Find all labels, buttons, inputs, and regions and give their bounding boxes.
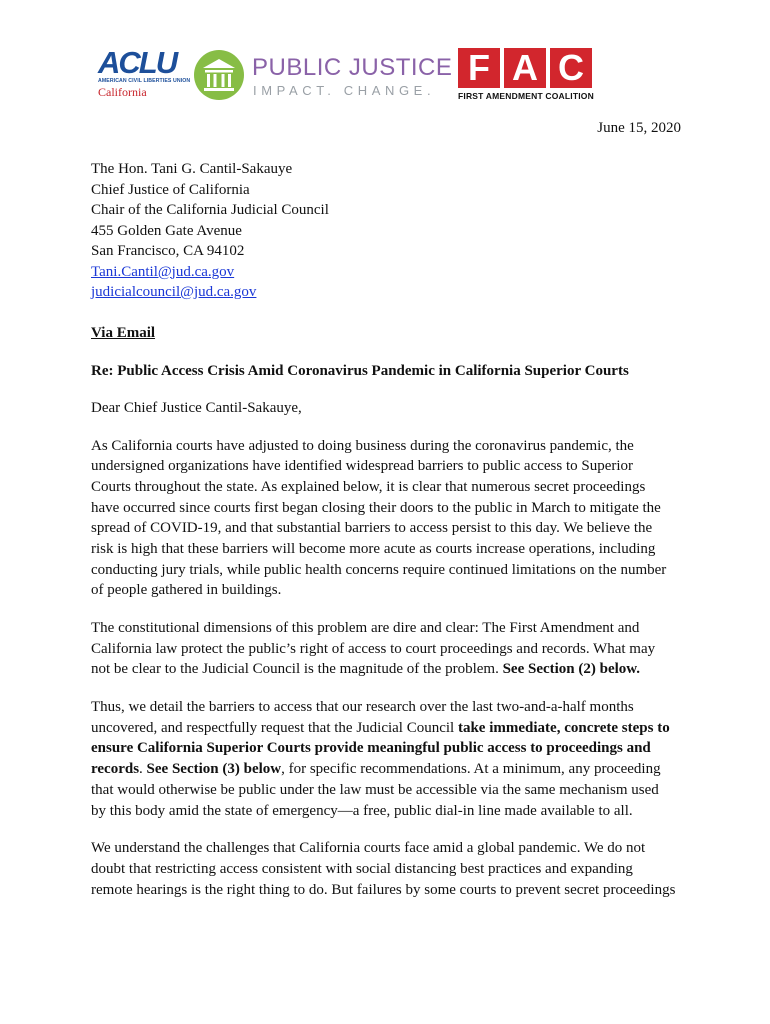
- paragraph-3-line: [91, 718, 681, 739]
- paragraph-3-line: by this body amid the state of emergency—a free, public dial-in line made available to all.: [91, 802, 633, 819]
- email-link-1[interactable]: Tani.Cantil@jud.ca.gov: [91, 263, 235, 280]
- public-justice-title-part2: JUSTICE: [348, 54, 453, 81]
- paragraph-3-line: that would otherwise be public under the law must be accessible via the same mechanism used: [91, 781, 659, 798]
- fac-letters: [458, 48, 592, 88]
- recipient-street: 455 Golden Gate Avenue: [91, 222, 242, 239]
- letter-date: June 15, 2020: [597, 120, 681, 136]
- paragraph-2-line: California law protect the public’s right of access to court proceedings and records. What may: [91, 640, 656, 657]
- paragraph-3-line: [91, 738, 681, 759]
- paragraph-4-line: remote hearings is the right thing to do. But failures by some courts to prevent secret proceedings: [91, 881, 676, 898]
- paragraph-1-line: conducting jury trials, while public health concerns require continued limitations on the number: [91, 561, 667, 578]
- public-justice-title: [252, 54, 452, 82]
- recipient-city: San Francisco, CA 94102: [91, 243, 245, 259]
- request-emphasis: take immediate, concrete steps to: [457, 719, 670, 736]
- paragraph-3-line: Thus, we detail the barriers to access that our research over the last two-and-a-half months: [91, 699, 634, 716]
- subject-line: Re: Public Access Crisis Amid Coronavirus Pandemic in California Superior Courts: [91, 362, 629, 379]
- logo-row: [98, 44, 598, 106]
- paragraph-1-line: spread of COVID-19, and that substantial barriers to access persist to this day. We believe the: [91, 520, 653, 537]
- fac-letter-a: A: [504, 48, 546, 88]
- fac-logo: [458, 48, 592, 101]
- paragraph-4-line: We understand the challenges that California courts face amid a global pandemic. We do not: [91, 840, 646, 857]
- paragraph-3-line: [91, 759, 681, 780]
- paragraph-1: [91, 436, 681, 602]
- paragraph-3-text: , for specific recommendations. At a minimum, any proceeding: [281, 761, 661, 778]
- paragraph-1-line: risk is high that these barriers will become more acute as courts increase operations, including: [91, 540, 656, 557]
- section-3-reference: See Section (3) below: [146, 761, 282, 778]
- aclu-state: California: [98, 85, 147, 99]
- paragraph-1-line: have occurred since courts first began closing their doors to the public in March to mitigate the: [91, 499, 661, 516]
- paragraph-2-text: not be clear to the Judicial Council is the magnitude of the problem.: [91, 661, 503, 678]
- paragraph-4-line: doubt that restricting access consistent with social distancing best practices and expanding: [91, 860, 633, 877]
- paragraph-1-line: of people gathered in buildings.: [91, 582, 282, 599]
- recipient-title-1: Chief Justice of California: [91, 181, 250, 198]
- fac-letter-f: F: [458, 48, 500, 88]
- paragraph-1-line: undersigned organizations have identified widespread barriers to public access to Superior: [91, 458, 634, 475]
- email-link-2[interactable]: judicialcouncil@jud.ca.gov: [91, 284, 257, 300]
- aclu-wordmark: ACLU: [98, 45, 177, 80]
- request-emphasis: ensure California Superior Courts provide meaningful public access to proceedings and: [91, 740, 651, 757]
- aclu-subtitle: AMERICAN CIVIL LIBERTIES UNION: [98, 78, 191, 84]
- courthouse-icon: [194, 50, 244, 100]
- letter-body: [91, 118, 681, 900]
- paragraph-1-line: As California courts have adjusted to doing business during the coronavirus pandemic, the: [91, 437, 634, 454]
- fac-letter-c: C: [550, 48, 592, 88]
- aclu-logo: [98, 45, 191, 99]
- via-email-heading: Via Email: [91, 324, 156, 341]
- paragraph-2: [91, 618, 681, 680]
- paragraph-2-line: [91, 659, 681, 680]
- paragraph-3: [91, 697, 681, 821]
- recipient-title-2: Chair of the California Judicial Council: [91, 202, 329, 218]
- paragraph-2-line: The constitutional dimensions of this problem are dire and clear: The First Amendment and: [91, 620, 640, 636]
- paragraph-4: [91, 838, 681, 900]
- section-2-reference: See Section (2) below.: [502, 661, 641, 678]
- paragraph-3-text: .: [139, 761, 147, 778]
- public-justice-tagline: IMPACT. CHANGE.: [253, 83, 436, 98]
- recipient-name: The Hon. Tani G. Cantil-Sakauye: [91, 161, 293, 177]
- salutation: Dear Chief Justice Cantil-Sakauye,: [91, 399, 302, 416]
- fac-subtitle: FIRST AMENDMENT COALITION: [458, 91, 594, 101]
- paragraph-3-text: uncovered, and respectfully request that the Judicial Council: [91, 719, 458, 736]
- request-emphasis: records: [91, 761, 140, 778]
- recipient-address: [91, 159, 681, 303]
- public-justice-logo: [194, 50, 453, 102]
- public-justice-title-part1: PUBLIC: [252, 54, 342, 81]
- paragraph-1-line: Courts throughout the state. As explained below, it is clear that numerous secret proceedings: [91, 478, 646, 495]
